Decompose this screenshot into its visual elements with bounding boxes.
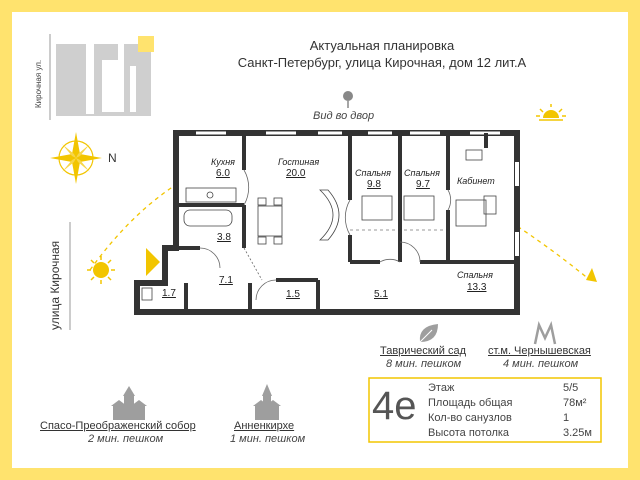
sun-icon [87,256,115,284]
info-value-bathrooms: 1 [563,412,570,424]
info-value-area: 78м² [563,397,587,409]
room-label-study: Кабинет [457,176,495,186]
room-area-bedroom-2: 9.7 [416,179,430,190]
room-area-kitchen: 6.0 [216,168,230,179]
poi-walk-cathedral: 2 мин. пешком [88,433,164,445]
building-location-map [50,34,154,120]
info-label-ceiling: Высота потолка [428,427,510,439]
compass-north-label: N [108,151,117,165]
poi-name-metro: ст.м. Чернышевская [488,345,591,357]
street-label-main: улица Кирочная [48,240,62,330]
room-label-bedroom-3: Спальня [457,270,493,280]
church-icon [111,386,147,420]
info-label-bathrooms: Кол-во санузлов [428,412,512,424]
room-label-living: Гостиная [278,157,320,167]
room-label-bedroom-1: Спальня [355,168,391,178]
info-value-ceiling: 3.25м [563,427,592,439]
metro-icon [535,325,555,344]
room-label-kitchen: Кухня [211,157,235,167]
poi-walk-metro: 4 мин. пешком [503,358,579,370]
poi-name-cathedral: Спасо-Преображенский собор [40,420,196,432]
address: Санкт-Петербург, улица Кирочная, дом 12 лит.А [237,55,527,70]
room-area-corridor: 5.1 [374,289,388,300]
poi-walk-garden: 8 мин. пешком [386,358,462,370]
info-label-area: Площадь общая [428,397,513,409]
poi-name-garden: Таврический сад [380,345,466,357]
street-label-small: Кирочная ул. [34,59,43,108]
poi-walk-annenkirche: 1 мин. пешком [230,433,306,445]
sunrise-icon [536,104,566,120]
plan-title: Актуальная планировка [309,38,455,53]
arc-arrow-icon [586,268,597,282]
entrance-marker-icon [146,248,160,276]
room-area-hallway: 7.1 [219,275,233,286]
room-area-living: 20.0 [286,168,306,179]
poi-name-annenkirche: Анненкирхе [234,420,295,432]
view-pin-icon [343,91,353,108]
room-area-wc: 1.5 [286,289,300,300]
info-value-floor: 5/5 [563,382,579,394]
room-area-closet: 1.7 [162,288,176,299]
church-icon [253,384,281,420]
leaf-icon [420,324,438,342]
view-label: Вид во двор [313,110,375,122]
room-area-bedroom-3: 13.3 [467,282,487,293]
floor-plan [137,131,517,312]
apartment-code: 4е [372,384,417,428]
compass-rose-icon [50,132,102,184]
room-area-bathroom: 3.8 [217,232,231,243]
room-area-bedroom-1: 9.8 [367,179,381,190]
info-label-floor: Этаж [428,382,455,394]
room-label-bedroom-2: Спальня [404,168,440,178]
